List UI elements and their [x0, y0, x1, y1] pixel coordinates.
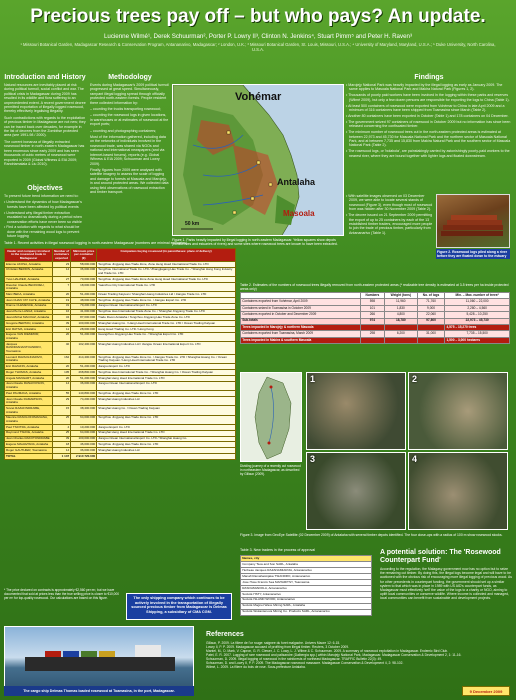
table-1-cell: Tengzhou Jingyang Hao Trade Zone Co. / Jiangsu Trade Co. LTD / Shanghai Huang Co. / Ocean Trading Kaiyuan / Heng Hoed International Trade Co. LTD	[97, 355, 236, 364]
table-1-cell: 20	[53, 364, 71, 370]
finding-item: • The minimum number of rosewood trees cut in the north-eastern protected areas is estimated at between 22,973 and 45,730 for Masoala National Park and the northern sector of Masoala National Park, and at between 7,735 and 15,830 from Makira Natural Park and the southern sector of Masoala National Park (Table 2).	[346, 130, 512, 148]
objective-item: • Find a solution with regards to what should be done with the remaining wood logs to prevent future logging	[4, 225, 86, 238]
table-2-cell: 266	[361, 312, 385, 318]
table-1-cell: 64,000.000	[71, 430, 97, 436]
table-3-header: Names, city	[241, 556, 372, 562]
table-1-header: Companies buying rosewood (in parentheses: place of delivery)	[97, 249, 236, 262]
satellite-number: 3	[310, 454, 316, 464]
table-1-cell: Christian BERDIN, Antalaha	[5, 267, 53, 276]
table-2-cell: 4,800	[384, 312, 417, 318]
table-1-cell: 14	[53, 381, 71, 390]
table-1-cell: 48,000.000	[71, 298, 97, 304]
table-1-cell: Jiangsu Ocean International Export Co. LTD	[97, 381, 236, 390]
reference-item: Schuurman, D. and Lowry II, P. P. 2009. The Madagascar rosewood massacre. Madagascar Conservation & Development 4, 2: 98-102.	[206, 661, 404, 665]
table-3-row: RASOAMIADOLA, Antananarivo	[241, 585, 372, 591]
table-1-cell: Paul TSIOTRA, Antalaha	[5, 425, 53, 431]
table-2-total-row	[241, 337, 510, 343]
table-1-cell: 36,000.000	[71, 267, 97, 276]
table-2-cell: 974	[361, 318, 385, 324]
table-2-cell: 2,280 – 4,560	[445, 305, 510, 311]
table-1-cell: 20	[53, 376, 71, 382]
table-1-cell: 16	[53, 309, 71, 315]
rosewood-logs-photo	[436, 194, 510, 248]
reference-item: Lowry II, P. P. 2009. Madagascar accused of profiting from illegal timber. Reuters, 3 October 2009.	[206, 645, 350, 649]
table-1-cell: Shanghai Heng Hoed International Trade Co. LTD	[97, 376, 236, 382]
finding-item: • The decree issued on 21 September 2009 permitting the export of up to 25 containers by each of the 13 established timber traders, encouraged more people to join the trade of precious timber, particularly from Antananarivo (Table 1).	[346, 213, 434, 235]
table-2-cell: Trees impacted in Marojejy & northern Masoala	[241, 324, 361, 330]
table-1-note: * The price declared on contracts is approximately €2,560 per m³, but we have documented that sold at prices less than the true selling price is closer to €10,000 per m³ for top-quality rosewood. Our calculations are based on this figure.	[4, 588, 119, 600]
table-1-cell: 100,000.000	[71, 436, 97, 442]
table-1-cell: Shanghai Huang Industries Ltd / Jiangsu Ocean International Export Co. LTD	[97, 342, 236, 355]
table-2-cell	[384, 337, 417, 343]
table-3-row: Jose Hose Francis Sea MAHARITSY, Toamasina	[241, 579, 372, 585]
table-3-row: Company Tsoa and Son SARL, Antalaha	[241, 561, 372, 567]
table-1-title: Table 1. Recent activities in illegal rosewood logging in north-eastern Madagascar (numbers are minimal estimates).	[4, 241, 189, 245]
table-1-cell: 268,800.000	[71, 370, 97, 376]
table-1-cell: 51,200.000	[71, 376, 97, 382]
reference-item: Gillaux, P. 2009. La filiere de l'or rouge: saignee du foret malgache. Univers Maore 12: 6-15.	[206, 641, 341, 645]
table-2-cell: 1,830	[384, 305, 417, 311]
table-1-cell: Raymond TSIAVE, Antalaha	[5, 430, 53, 436]
table-1-cell: 11	[53, 326, 71, 332]
satellite-number: 1	[310, 374, 316, 384]
satellite-image-1	[306, 372, 406, 450]
findings-text	[346, 83, 512, 191]
methodology-paragraph: Events during Madagascar's 2009 political turmoil progressed at great speed. Simultaneously, rampant illegal logging spread through officially protected north-eastern forests. People resident there collected information by:	[90, 83, 169, 105]
table-1-cell: Eric RAZAFIN, Antalaha	[5, 364, 53, 370]
objective-item: • Understand the dynamics of how Madagascar's forests have been affected by political events	[4, 200, 86, 209]
table-3-row: Société Magnet Wave Mining SARL, Antalaha	[241, 603, 372, 609]
finding-item: • The government seized 97 containers of rosewood in October 2009 but no information has since been released concerning the confiscated timber.	[346, 120, 512, 129]
table-1-cell: 39	[53, 321, 71, 327]
table-1-cell: 74,200.000	[71, 396, 97, 405]
reference-item: Schuurman, D. 2009. Illegal logging of rosewood in the rainforests of northeast Madagascar. TRAFFIC Bulletin 22(3): 49.	[206, 657, 383, 661]
table-2-cell: 5,428 – 10,250	[445, 312, 510, 318]
table-2-cell: Containers exported in October and December 2009	[241, 312, 361, 318]
table-2-header: Numbers	[361, 293, 385, 299]
table-2-cell: 97,800	[417, 318, 445, 324]
table-1-cell: Jean-Claude RANAIVOSON, Antalaha	[5, 381, 53, 390]
table-1-cell: Jean Claude RAMARISON, Antalaha	[5, 396, 53, 405]
table-2-cell: 101	[361, 305, 385, 311]
table-1-row	[5, 342, 236, 355]
table-1-cell: 55	[53, 391, 71, 397]
reference-item: Mantel, M., D. Mark, V. Capron, G. R. Clewer, J. C. Lowy, L. J. Wilme & C. Schuurman. 2009. A summary of rosewood exploitation in Madagascar. Endemic Bird Club.	[206, 649, 449, 653]
table-1-cell: Tengzhou Jingyang Hao Trade Zone Co. / Jiangsu Export Co. LTD	[97, 298, 236, 304]
table-1-cell: 27	[53, 277, 71, 283]
table-3-row: Société HSTY, Antananarivo	[241, 591, 372, 597]
ship-caption: The cargo ship Delmas Thomas loaded rosewood at Toamasina, in the port, Madagascar.	[4, 686, 194, 696]
table-1-cell: 20	[53, 292, 71, 298]
findings-heading: Findings	[414, 74, 444, 81]
table-1-cell: Heng Hoed Trading Co. LTD / Hong Kong	[97, 326, 236, 332]
table-1-cell: Roger THOMAS, Antalaha	[5, 370, 53, 376]
table-3-row: Société ISLAND WOOD, Antananarivo	[241, 597, 372, 603]
table-1-cell: Etienne AKOSA, Antalaha	[5, 261, 53, 267]
table-2-cell	[417, 337, 445, 343]
table-1-cell: Eugene MAHAVISOA, Antalaha	[5, 442, 53, 448]
table-2-cell: 22,973 – 45,730	[445, 318, 510, 324]
table-2-cell: 1,500 – 3,000 hectares	[445, 337, 510, 343]
table-3-row: Société Wokantenova Mining Co. Products SARL, Antananarivo	[241, 609, 372, 615]
table-1-row	[5, 396, 236, 405]
solution-text: According to the regulation, the Malagasy government now has no option but to seize the remaining cut timber. By doing this, the illegal logs become legal and will have to be auctioned with the obvious risk of encouraging more illegal logging of precious wood. As for other precedents in counterpart funding, the government should set up a similar system to that which was in place in 1989 with US AID's counterpart funds, as Madagascar must effectively 'sell' the value of the logs to a charity or NGO, aiming to uplift local communities or conserve wildlife. Where income is collected and managed, local communities can benefit from sustainable and development projects.	[380, 567, 512, 601]
methodology-paragraph: – counting the rosewood logs in given locations, in warehouses or at estimates of rosewood at the export ports;	[90, 113, 169, 127]
table-1-cell: Marc BEKA, Antalaha	[5, 292, 53, 298]
table-1-cell: 38,400.000	[71, 406, 97, 415]
table-3-row: Manafi Ramahasinjaka TSIANDRO, Antananarivo	[241, 573, 372, 579]
table-1-header: Minimum price per container (€)	[71, 249, 97, 262]
methodology-paragraph: Most of the information gathered, including data on the networks of individuals involved in the rosewood trade, was shared via NGOs and national and international newspapers (and via Internet-based forums), reports (e.g. Global Witness & EIA 2009; Schuurman and Lowry 2009).	[90, 135, 166, 166]
table-1-cell: Leonard RAVAOLINARIVO, Antalaha	[5, 355, 53, 364]
map-label-antalaha: Antalaha	[277, 177, 316, 187]
table-1-cell: 18,000.000	[71, 282, 97, 291]
map-scale: 50 km	[185, 221, 200, 227]
table-1-cell: Gregoire BERTAN, Antalaha	[5, 321, 53, 327]
table-2-header: Min. – Max. number of trees*	[445, 293, 510, 299]
objectives-text	[4, 194, 86, 239]
table-1-row	[5, 355, 236, 364]
table-1-row	[5, 267, 236, 276]
satellite-image-3	[306, 452, 406, 530]
figure-1-caption: Figure 1. Parks heavily impacted by illegal logging in north-eastern Madagascar. Yellow squares show depots (confluences and estuaries of rivers) and some sites where rosewood trees are known to have been extracted.	[172, 238, 338, 246]
table-1-cell: Jean-Pierre LANGZ, Antalaha	[5, 309, 53, 315]
author-list: Lucienne Wilmé¹, Derek Schuurman², Porter P. Lowry II³, Clinton N. Jenkins⁴, Stuart Pimm⁵ and Peter H. Raven³	[103, 33, 413, 40]
table-1-cell: 51,200.000	[71, 292, 97, 298]
satellite-image-2	[408, 372, 508, 450]
table-1-cell: 7	[53, 282, 71, 291]
finding-item: • The rosewood logs, or 'bolabola', are painstakingly carried by astonishingly poorly-paid workers to the nearest river, where they are bound together with lighter logs and floated downstream.	[346, 149, 512, 158]
table-1-cell: 25	[53, 415, 71, 424]
table-1-cell: 414,400.000	[71, 355, 97, 364]
table-1-cell: 70,000.000	[71, 277, 97, 283]
table-2-cell: 22,060	[417, 312, 445, 318]
table-1-row	[5, 332, 236, 341]
table-1-cell: 102,400.000	[71, 342, 97, 355]
table-1-row	[5, 406, 236, 415]
table-2-header: No. of logs	[417, 293, 445, 299]
table-1-cell: Tengzhou Jingyang Hao Trade Zone Co. LTD	[97, 415, 236, 424]
table-1-cell: 51,200.000	[71, 364, 97, 370]
table-1-cell: Yaanzhou City International Trade Co. LTD	[97, 282, 236, 291]
table-2-cell: Containers exported from Vohémar, April 2009	[241, 299, 361, 305]
table-2-cell: 9,000	[417, 305, 445, 311]
satellite-images	[306, 372, 510, 532]
table-1-cell: 64,000.000	[71, 415, 97, 424]
objectives-heading: Objectives	[27, 185, 63, 192]
table-2-cell: 11,960	[384, 299, 417, 305]
table-1-cell: 15	[53, 406, 71, 415]
table-1-cell: 100,000.000	[71, 321, 97, 327]
table-1-cell: Jiangsu Export Co. LTD	[97, 364, 236, 370]
table-1-cell: Shanghai Huang Industries Ltd	[97, 396, 236, 405]
finding-item: • Another 80 containers have been exported in October (Table 1) and 178 containers on 04 December.	[346, 114, 512, 118]
table-1-cell: Yves HALWER, Antalaha	[5, 277, 53, 283]
table-1-header: Number of containers exported	[54, 248, 70, 260]
table-1-cell: Dianne CLEMENCE, Antalaha	[5, 303, 53, 309]
map-graphic	[173, 85, 344, 236]
table-1-cell: 19	[53, 298, 71, 304]
table-1-cell: 51,200.000	[71, 332, 97, 341]
table-2-cell: Trees impacted in Makira & southern Masoala	[241, 337, 361, 343]
table-1-total-value: 2 910 720.000	[71, 454, 97, 460]
table-1-cell: 105	[53, 370, 71, 376]
table-1-cell: Jean CHAN YAT CAYE, Antalaha	[5, 298, 53, 304]
satellite-number: 4	[412, 454, 418, 464]
affiliations: ¹ Missouri Botanical Garden, Madagascar Research & Conservation Program, Antananarivo, Madagascar; ² London, U.K.; ³ Missouri Botanical Garden, St. Louis, Missouri, U.S.A.; ⁴ University of Maryland, Maryland, U.S.A.; ⁵ Duke University, North Carolina, U.S.A.	[20, 42, 496, 53]
table-1-cell: 140,800.000	[71, 391, 97, 397]
map-northeast-madagascar	[172, 84, 344, 236]
table-1-cell: Ocean Trading Kaiyuan / Shanghai Huang Industries Ltd / Jiangsu Trade Co. LTD	[97, 292, 236, 298]
table-1-cell: Shanghai Huang Co. / Hang Hoed International Trade Co. LTD / Ocean Trading Kaiyuan	[97, 321, 236, 327]
table-1-row	[5, 282, 236, 291]
finding-item: • Marojejy National Park was heavily impacted by the illegal logging as early as January 2009. The same applies to Masoala National Park and Makira Natural Park (Figures 1, 2).	[346, 83, 512, 92]
table-1-cell: Paul PAUMANA, Antalaha	[5, 391, 53, 397]
methodology-paragraph: – counting and photographing containers;	[90, 128, 157, 133]
methodology-paragraph: Finally, figures from 2009 were analysed with satellite imagery to assess the scale of logging and damage to forests at Masoala and Marojejy, in and around protected areas. We collected data using field observations of rosewood extraction and timber transport.	[90, 167, 169, 194]
journey-map-graphic	[241, 373, 302, 462]
table-1-cell: Eric RATIVA, Antalaha	[5, 326, 53, 332]
table-1-cell: Dieudon Claude BECKDIEU, Antalaha	[5, 282, 53, 291]
findings-text-continued	[346, 194, 434, 280]
table-2-cell: 598	[361, 299, 385, 305]
table-1-cell: 36,000.000	[71, 448, 97, 454]
finding-item: • With satellite images observed on 03 December 2009, we were able to locate several stands of rosewood (Figure 3), even though most of rosewood from was hidden after 30 November 2009 (Table 2).	[346, 194, 434, 212]
map-label-masoala: Masoala	[283, 209, 315, 218]
table-1-cell: Tengzhou Jingyang Hao Trade Zone Zone Heng Hoed International Trade Co. LTD	[97, 277, 236, 283]
table-3	[240, 555, 372, 616]
table-2-cell: 298	[361, 331, 385, 337]
satellite-number: 2	[412, 374, 418, 384]
table-1-cell: 28,000.000	[71, 326, 97, 332]
finding-item: • At least 500 containers of rosewood were exported from Vohémar to China in late April 2009 and a minimum of 316 containers have been shipped from Toamasina since March (Table 2).	[346, 104, 512, 113]
table-1-cell: 23	[53, 261, 71, 267]
table-1-cell: Shanghai Heng Hoed International Trade Co. LTD	[97, 430, 236, 436]
table-3-row: Herbeau Jacques RAZANAMIARIJA, Antananarivo	[241, 567, 372, 573]
table-1-cell: 10,200.000	[71, 425, 97, 431]
table-1-cell: 14	[53, 448, 71, 454]
table-1-cell: Jean-Michel MACOAZ, Antalaha	[5, 315, 53, 321]
objective-item: • Understand why illegal timber extraction escalated so dramatically during a period when conservation efforts have never been so visible	[4, 211, 86, 224]
intro-paragraph: Natural resources are inevitably placed at risk during political turmoil, social conflict and war. The political crisis in Madagascar during 2009 has resulted in its wildlife and flora suffering to an unprecedented extent. A recent government decree permitted exportation of illegally logged rosewood, thereby effectively legalising illegality.	[4, 83, 86, 114]
methodology-paragraph: – counting the trucks transporting rosewood;	[90, 107, 161, 112]
table-1-cell: Jiangsu Ocean International Export Co. LTD	[97, 303, 236, 309]
table-2-title: Table 2. Estimates of the numbers of rosewood trees illegally removed from north-eastern protected areas (* realizable tree density is estimated at 3-5 trees per ha inside protected areas only)	[240, 283, 509, 291]
table-1-cell: Trade Room Antalaha / Tengzhou Jingyang Hao Trade Zone Co. LTD	[97, 315, 236, 321]
intro-paragraph: Such contradictions with regards to the exploitation of precious timber in Madagascar are not new; they can be traced back over decades, for example in the list of decrees from the Zombitse protected area (see 1991-98 / 2000).	[4, 115, 86, 138]
table-1-cell: Tengzhou Jingyang Hao Trade Zone, Zone Heng Hoed International Trade Co. LTD	[97, 261, 236, 267]
table-1-total-containers: 1 137	[53, 454, 71, 460]
table-1-cell: 87,000.000	[71, 315, 97, 321]
table-2-cell: 7,735 – 15,500	[445, 331, 510, 337]
intro-text	[4, 83, 86, 183]
table-1-cell: 58,000.000	[71, 261, 97, 267]
table-2-cell: 31,000	[417, 331, 445, 337]
intro-paragraph: The current bonanza of illegally extracted rosewood timber in north-eastern Madagascar has been enormous since early 2009 and has seen thousands of cubic metres of rosewood were exported in 2009 (Global Witness & EIA 2009; Randriamalala & Liu 2010).	[4, 139, 85, 166]
table-1-cell: Maurice RASOLOFOMANANA, Antalaha	[5, 415, 53, 424]
table-1-cell: 14	[53, 267, 71, 276]
table-1	[4, 248, 236, 460]
table-1-cell: 31	[53, 303, 71, 309]
table-3-title: Table 3. New traders in the process of approval	[240, 548, 316, 552]
table-2-cell	[361, 337, 385, 343]
table-1-cell: 18	[53, 442, 71, 448]
journey-map-caption: Dividing journey of a recently cut rosewood in northeastern Madagascar, as described by Gillaux (2009).	[240, 464, 301, 476]
table-1-cell: Eugene VAN DIEMMOR, Antalaha	[5, 332, 53, 341]
table-1-cell: 20	[53, 332, 71, 341]
table-1-cell: 39	[53, 436, 71, 442]
table-1-cell: 79,200.000	[71, 303, 97, 309]
table-1-cell: 25	[53, 430, 71, 436]
table-1-row	[5, 415, 236, 424]
objectives-intro: To present future trend information we need to:	[4, 194, 79, 198]
date-badge: 9 December 2009	[462, 686, 510, 696]
table-1-row	[5, 381, 236, 390]
solution-heading: A potential solution: The 'Rosewood Counterpart Fund'	[380, 549, 501, 564]
table-1-cell: Angela MANGART, Antalaha	[5, 376, 53, 382]
references-list	[206, 641, 506, 669]
table-1-cell: Tengzhou Jingyang Hao Trade Zone Co. LTD	[97, 391, 236, 397]
table-1-cell: 4	[53, 425, 71, 431]
table-1-cell: Jacques RANDRIANANTOANDRO, Toamasina	[5, 342, 53, 355]
satellite-image-4	[408, 452, 508, 530]
figure-2-caption: Figure 2. Rosewood logs piled along a river before they are floated down to the estuary	[436, 249, 510, 259]
table-1-total-empty	[97, 454, 236, 460]
table-1-cell: 46,000.000	[71, 442, 97, 448]
table-2-cell: Sub-totals	[241, 318, 361, 324]
table-1-cell: Shanghai Huang Industries Ltd	[97, 448, 236, 454]
table-1-cell: Guangzhou Jingyang Hao Trade Co. / Shanghai Export Co. LTD	[97, 332, 236, 341]
table-1-cell: 40	[53, 342, 71, 355]
table-2-header: Weight (tons)	[384, 293, 417, 299]
references-heading: References	[206, 631, 244, 638]
table-1-cell: 41,000.000	[71, 309, 97, 315]
table-1-cell: Jiangsu Ocean International Export Co. LTD / Shanghai Huang Co.	[97, 436, 236, 442]
delmas-callout: The only shipping company which continues to be actively involved in the transportation of illegally sourced precious timber from Madagascar is Delmas Shipping, a subsidiary of CMA CGM.	[126, 593, 232, 620]
table-1-cell: 36,000.000	[71, 381, 97, 390]
table-2-cell: Containers exported from Toamasina, March 2009	[241, 331, 361, 337]
methodology-text	[90, 83, 170, 238]
finding-item: • Thousands of poorly paid workers have been involved in the logging within these parks and reserves (Wilmé 2009), but only a few dozen persons are responsible for exporting the logs to China (Table 1).	[346, 93, 512, 102]
table-2	[240, 292, 510, 344]
table-1-cell: Jiangsu Export Co. LTD	[97, 425, 236, 431]
table-1-cell: Jean Charles RAKOTONDRABE	[5, 436, 53, 442]
table-2-cell: 11,060 – 22,000	[445, 299, 510, 305]
table-2-cell: 6,200	[384, 331, 417, 337]
table-1-cell: Tengzhou International Trade Co. LTD / Zhangjiagang Hao Trade Co. / Shanghai Hong Kong Industry and Trade Co. LTD	[97, 267, 236, 276]
table-1-cell: 29	[53, 396, 71, 405]
map-label-vohemar: Vohémar	[235, 91, 282, 103]
table-1-cell: Soviet RAZAFINDRAIBE, Antalaha	[5, 406, 53, 415]
table-1-cell: 162	[53, 355, 71, 364]
table-1-cell: Roger GAUTHIER, Toamasina	[5, 448, 53, 454]
table-1-total-label: TOTAL	[5, 454, 53, 460]
table-1-cell: 34	[53, 315, 71, 321]
table-1-cell: Tengzhou Hao International Trade Zone Co. / Shanghai Jingyang Trade Co. LTD	[97, 309, 236, 315]
table-1-cell: Tengzhou Hao International Trade Co. / Shanghai Huang Co. / Ocean Trading Kaiyuan	[97, 370, 236, 376]
table-1-header: Dealer and company involved in the rosewood trade in Madagascar	[5, 249, 53, 262]
poster-title: Precious trees pay off – but who pays? An update.	[30, 6, 486, 27]
figure-3-caption: Figure 3. Image from GeoEye Satellite (02 December 2009) of Antalaha with several timber depots identified. The four close-ups with a radius of 100 m show rosewood stocks.	[240, 533, 503, 537]
table-1-cell: Tengzhou Jingyang Hao Trade Zone Co. LTD	[97, 442, 236, 448]
table-2-cell: Containers seized in Toamasina in October 2009	[241, 305, 361, 311]
intro-heading: Introduction and History	[4, 74, 86, 81]
table-2-cell: 71,760	[417, 299, 445, 305]
methodology-heading: Methodology	[108, 74, 152, 81]
table-2-cell: 18,780	[384, 318, 417, 324]
logs-illustration	[437, 195, 510, 248]
reference-item: Wilmé, L. 2009. La filiere du bois de rose. Sous-préfecture Antalaha.	[206, 665, 306, 669]
table-1-cell: Shanghai Huang Co. / Ocean Trading Kaiyuan	[97, 406, 236, 415]
journey-map	[240, 372, 302, 462]
reference-item: Patel, E. R. 2007. Logging of rare rosewood and palisandre (Dalbergia spp.) within Marojejy National Park, Madagascar. Madagascar Conservation & Development 2, 1: 11-16.	[206, 653, 462, 657]
table-2-cell: 4,575 – 15,270 trees	[445, 324, 510, 330]
